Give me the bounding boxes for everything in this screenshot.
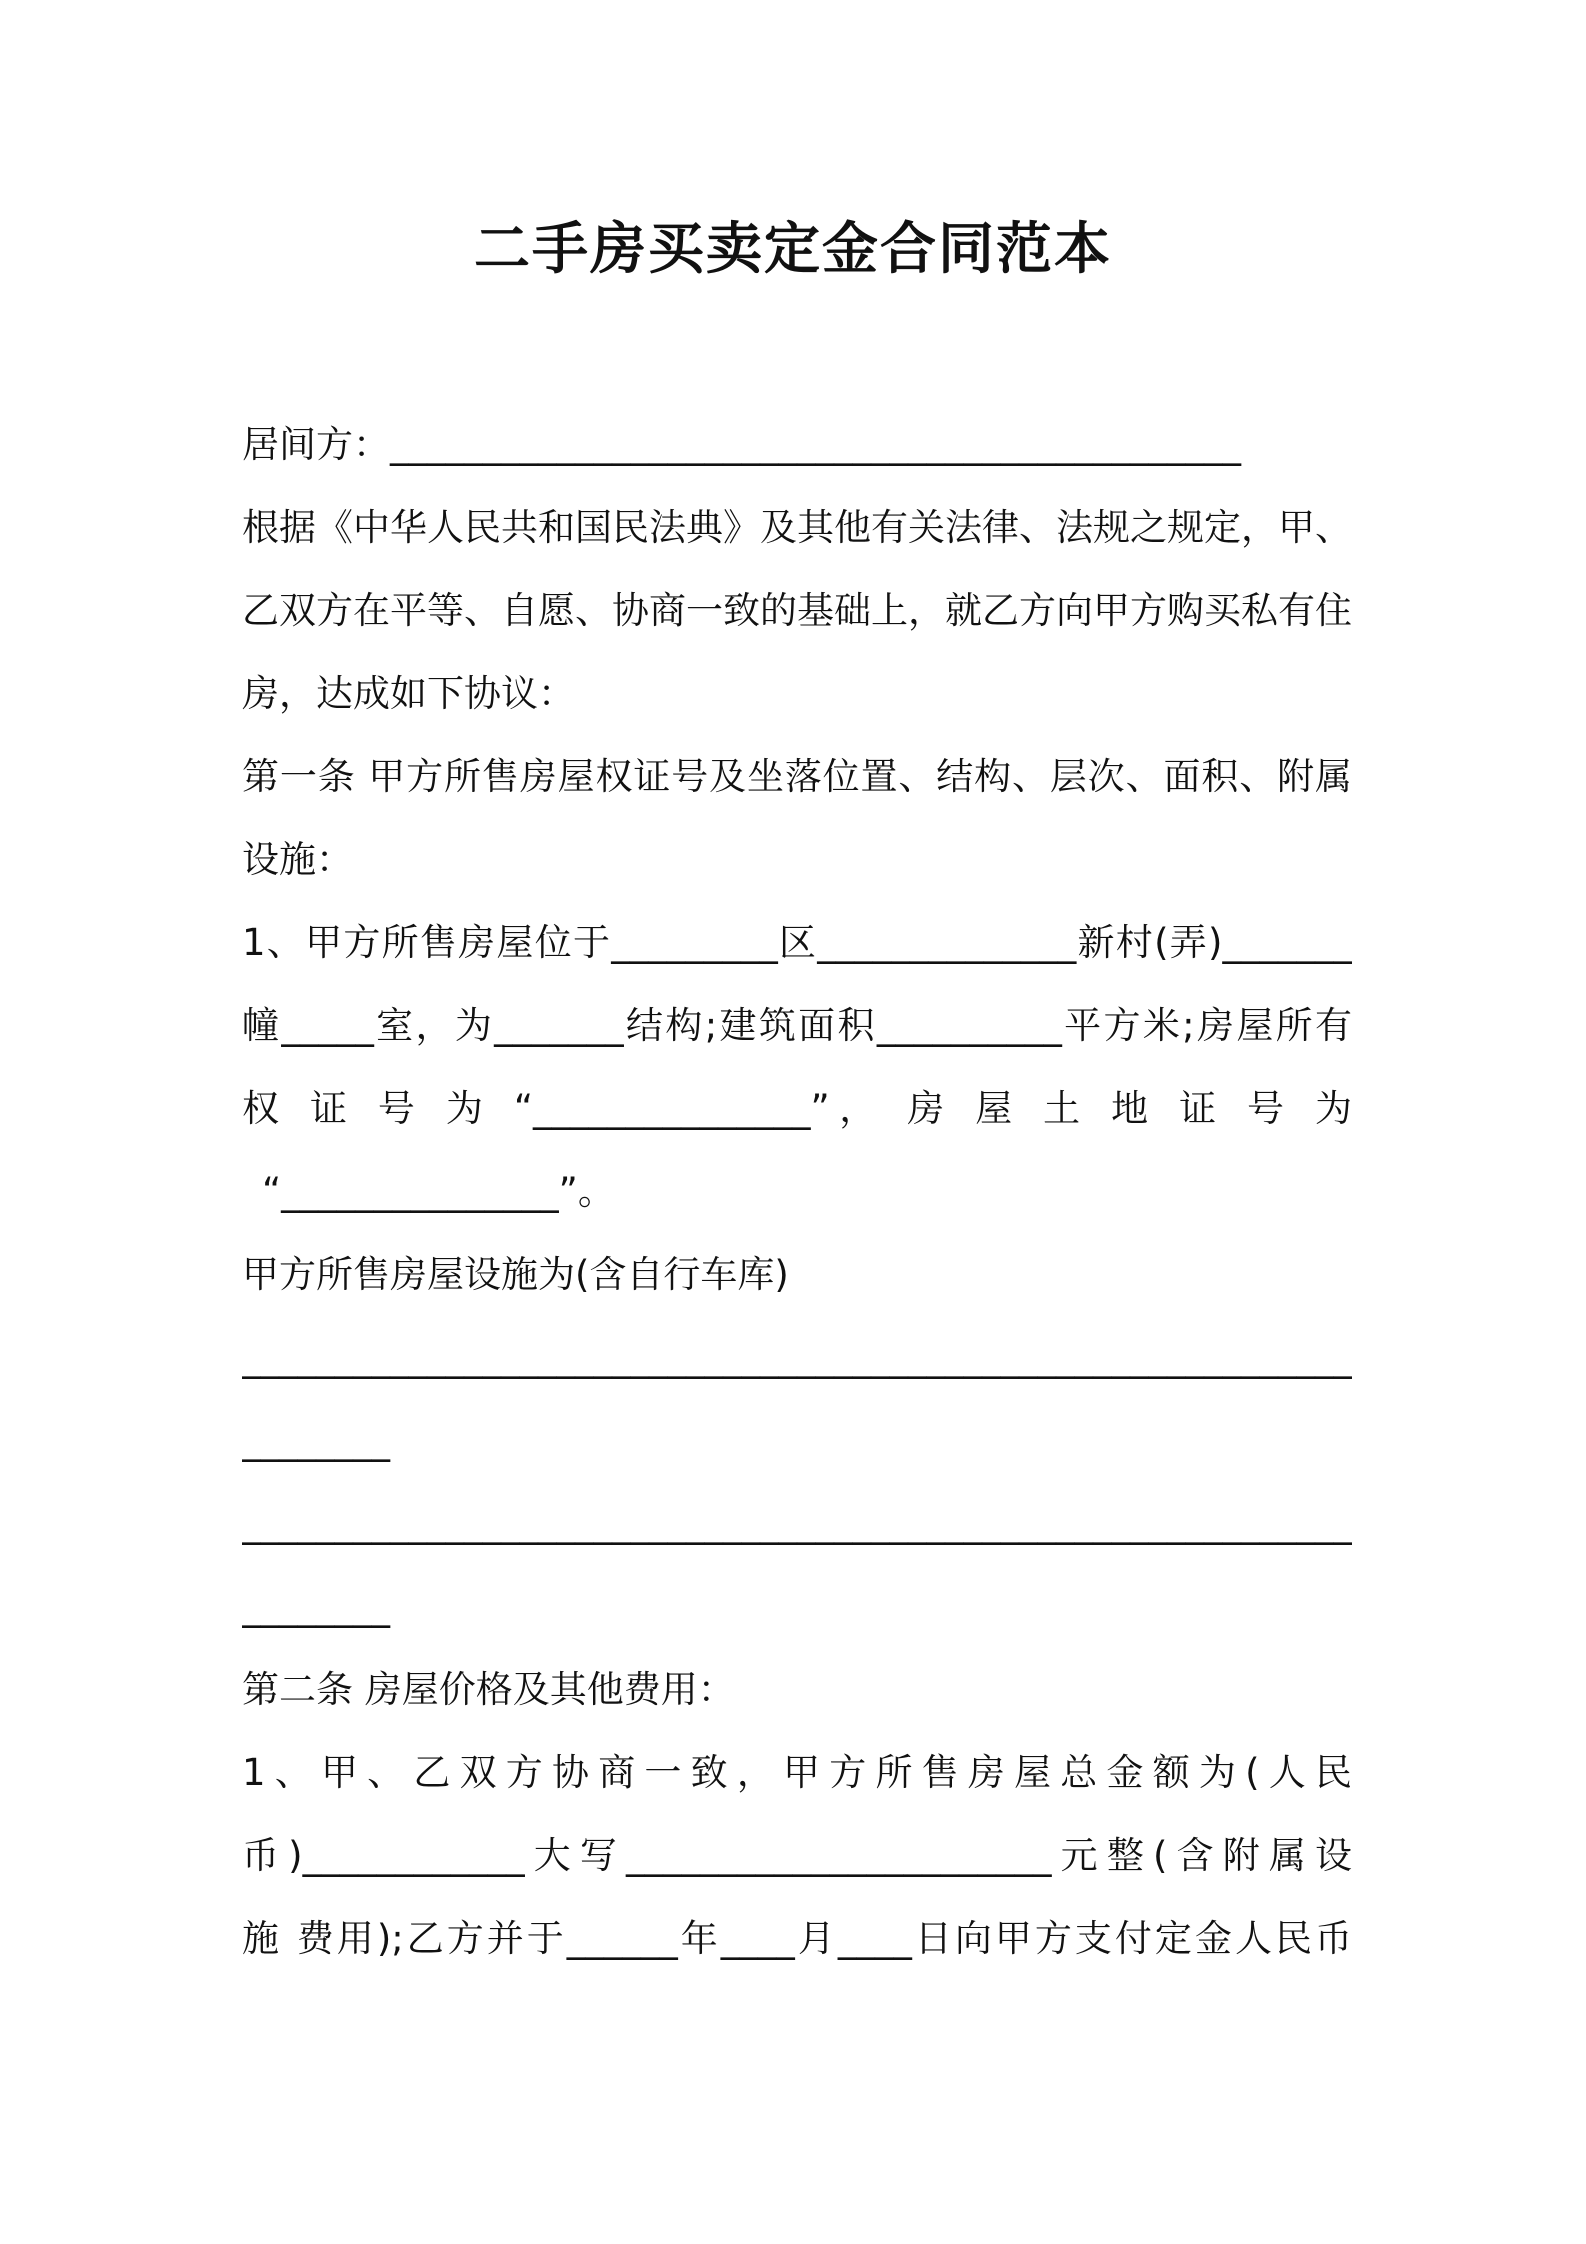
article-one-heading-cont: 设施：: [242, 838, 353, 881]
article-one-heading: 第一条 甲方所售房屋权证号及坐落位置、结构、层次、面积、附属: [242, 755, 1352, 798]
preamble-line-2: 乙双方在平等、自愿、协商一致的基础上，就乙方向甲方购买私有住: [242, 589, 1352, 632]
clause-1-line-4: “_______________”。: [262, 1170, 615, 1213]
document-title: 二手房买卖定金合同范本: [474, 217, 1112, 282]
facilities-blank-1: ____________________________________________________________: [242, 1336, 1352, 1379]
clause-1-line-2: 幢_____室，为_______结构;建筑面积__________平方米;房屋所有: [242, 1004, 1352, 1047]
clause-1-line-1: 1、甲方所售房屋位于_________区______________新村(弄)_______: [242, 921, 1352, 964]
clause-2-line-3: 施 费用);乙方并于______年____月____日向甲方支付定金人民币: [242, 1917, 1352, 1960]
article-two-heading: 第二条 房屋价格及其他费用：: [242, 1668, 735, 1711]
preamble-line-3: 房，达成如下协议：: [242, 672, 575, 715]
facilities-blank-1-cont: ________: [242, 1419, 390, 1462]
clause-1-line-3: 权 证 号 为 “_______________”， 房 屋 土 地 证 号 为: [242, 1087, 1352, 1130]
facilities-blank-2: ____________________________________________________________: [242, 1502, 1352, 1545]
facilities-blank-2-cont: ________: [242, 1585, 390, 1628]
intermediary-line: 居间方：______________________________________________: [242, 423, 1241, 466]
facilities-line: 甲方所售房屋设施为(含自行车库): [242, 1253, 789, 1296]
clause-2-line-1: 1、甲、乙双方协商一致，甲方所售房屋总金额为(人民: [242, 1751, 1352, 1794]
preamble-line-1: 根据《中华人民共和国民法典》及其他有关法律、法规之规定，甲、: [242, 506, 1352, 549]
clause-2-line-2: 币)____________大写_______________________元整(含附属设: [242, 1834, 1352, 1877]
